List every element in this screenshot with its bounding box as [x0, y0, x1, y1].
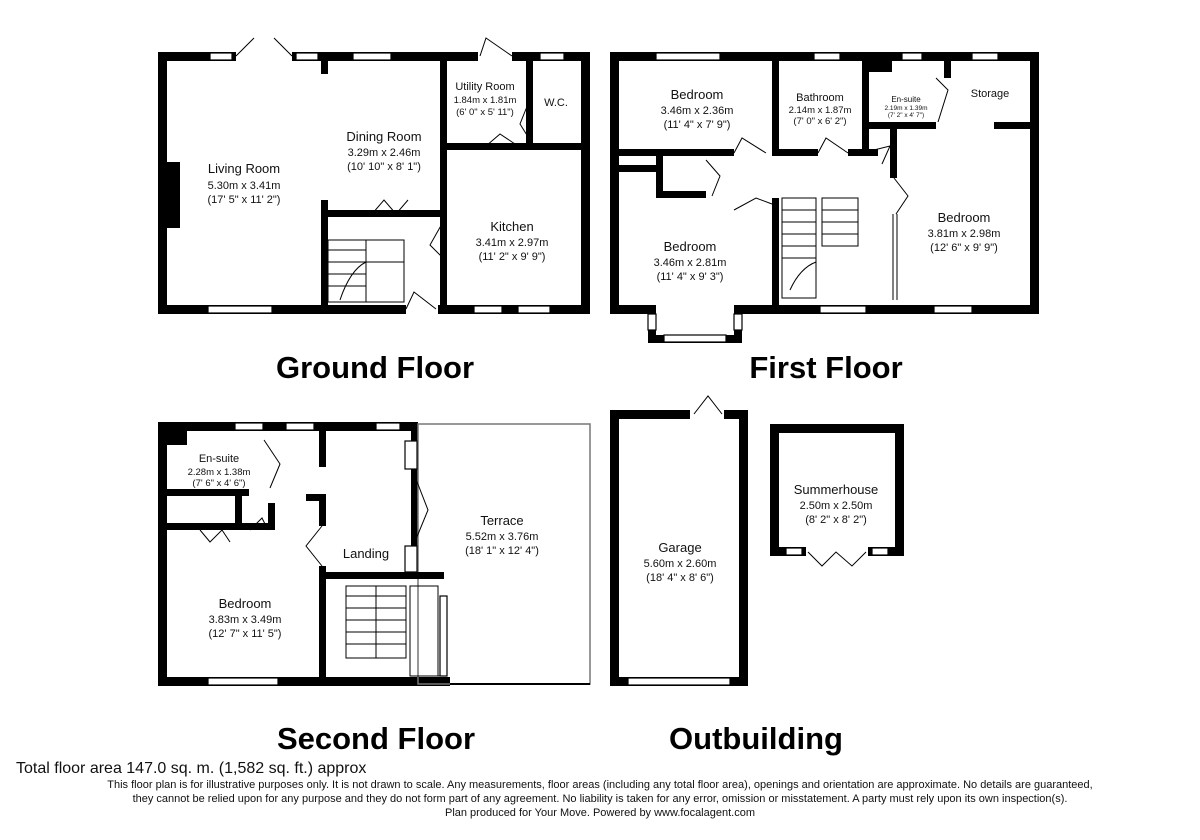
second-bedroom-name: Bedroom	[218, 596, 272, 611]
kitchen-imperial: (11' 2" x 9' 9")	[478, 251, 546, 263]
bedroom1-imperial: (11' 4" x 7' 9")	[663, 119, 731, 131]
bay-window-side	[734, 314, 742, 330]
window	[902, 53, 922, 60]
first-ensuite-name: En-suite	[891, 95, 921, 104]
french-door-opening	[236, 51, 292, 62]
ground-stairs	[328, 240, 404, 302]
window	[353, 53, 391, 60]
bathroom-name: Bathroom	[796, 92, 844, 104]
window	[235, 423, 263, 430]
first-right-wall	[1030, 52, 1039, 314]
storage-door	[936, 78, 948, 122]
hall-wall	[321, 210, 446, 217]
summerhouse-left-wall	[770, 424, 779, 556]
dining-room-metric: 3.29m x 2.46m	[347, 147, 421, 159]
ground-floor-plan	[158, 38, 590, 385]
ensuite-door-second	[264, 440, 280, 488]
window	[820, 306, 866, 313]
bathroom-imperial: (7' 0" x 6' 2")	[793, 116, 847, 127]
wardrobe-doors	[200, 530, 230, 542]
cupboard-wall-2	[656, 191, 706, 198]
second-ensuite-imperial: (7' 6" x 4' 6")	[192, 478, 246, 489]
total-floor-area: Total floor area 147.0 sq. m. (1,582 sq. ft.) approx	[16, 760, 367, 777]
bathroom-bottom-wall	[772, 149, 818, 156]
kitchen-metric: 3.41m x 2.97m	[475, 237, 549, 249]
living-room-metric: 5.30m x 3.41m	[207, 180, 281, 192]
window	[208, 678, 278, 685]
bedroom2-metric: 3.46m x 2.81m	[653, 257, 727, 269]
first-floor-plan	[610, 52, 1039, 385]
stub-wall	[619, 165, 659, 172]
wardrobe-wall	[167, 523, 275, 530]
garage-door	[628, 678, 730, 685]
second-ensuite-metric: 2.28m x 1.38m	[187, 467, 251, 478]
bedroom1-name: Bedroom	[670, 87, 724, 102]
chimney-breast	[167, 162, 180, 228]
bay-window-side	[648, 314, 656, 330]
window	[872, 548, 888, 555]
window	[376, 423, 400, 430]
garage-name: Garage	[658, 540, 702, 555]
window	[296, 53, 318, 60]
second-bedroom-metric: 3.83m x 3.49m	[208, 614, 282, 626]
stair-wall-first	[772, 198, 779, 314]
landing-wall	[319, 431, 326, 467]
ensuite-bottom-wall	[862, 122, 936, 129]
second-bedroom-imperial: (12' 7" x 11' 5")	[208, 628, 282, 640]
window	[814, 53, 840, 60]
bedroom3-imperial: (12' 6" x 9' 9")	[930, 242, 998, 254]
storage-wall	[944, 52, 951, 78]
utility-room-metric: 1.84m x 1.81m	[453, 95, 517, 106]
cupboard-door	[706, 160, 720, 196]
window	[972, 53, 998, 60]
credit-line: Plan produced for Your Move. Powered by www.focalagent.com	[444, 807, 755, 819]
window	[474, 306, 502, 313]
ground-left-wall	[158, 52, 167, 314]
window	[210, 53, 232, 60]
cupboard-wall	[656, 150, 663, 198]
terrace-name: Terrace	[480, 513, 524, 528]
terrace-window	[405, 546, 417, 572]
wardrobe-side	[268, 503, 275, 530]
ground-floor-title: Ground Floor	[275, 350, 475, 385]
landing-wall-3	[319, 494, 326, 526]
bedroom3-metric: 3.81m x 2.98m	[927, 228, 1001, 240]
flue-block	[868, 52, 892, 72]
disclaimer-line: This floor plan is for illustrative purposes only. It is not drawn to scale. Any measurements, floor areas (including any total floor area), openings and orientation are approximate. No details are guaranteed,	[107, 779, 1093, 791]
garage-imperial: (18' 4" x 8' 6")	[646, 572, 714, 584]
landing-name: Landing	[342, 546, 390, 561]
bedroom1-metric: 3.46m x 2.36m	[660, 105, 734, 117]
bay-window-front	[664, 335, 726, 342]
kitchen-name: Kitchen	[490, 219, 534, 234]
storage-bottom-wall	[994, 122, 1039, 129]
first-left-wall	[610, 52, 619, 314]
bathroom-door	[818, 138, 848, 153]
first-ensuite-metric: 2.19m x 1.39m	[884, 105, 928, 112]
summerhouse-door-opening	[806, 546, 868, 557]
garage-metric: 5.60m x 2.60m	[643, 558, 717, 570]
ensuite-bottom-wall-2	[167, 489, 249, 496]
window	[518, 306, 550, 313]
terrace-glazing	[440, 596, 447, 676]
kitchen-wall	[440, 52, 447, 314]
bedroom2-name: Bedroom	[663, 239, 717, 254]
bedroom2-door	[734, 198, 772, 210]
window	[786, 548, 802, 555]
bathroom-metric: 2.14m x 1.87m	[788, 105, 852, 116]
summerhouse-metric: 2.50m x 2.50m	[799, 500, 873, 512]
landing-door	[306, 526, 322, 566]
first-ensuite-imperial: (7' 2" x 4' 7")	[887, 112, 925, 119]
first-stairs	[782, 198, 858, 298]
flue-block-second	[167, 431, 187, 445]
summerhouse-top-wall	[770, 424, 904, 433]
garage-right-wall	[739, 410, 748, 686]
garage-top-wall	[610, 410, 748, 419]
window	[656, 53, 720, 60]
front-door-opening	[406, 304, 438, 315]
disclaimer-line: they cannot be relied upon for any purpose and they do not form part of any agreement. No liability is taken for any error, omission or misstatement. A party must rely upon its own inspection(s).	[132, 793, 1068, 805]
ensuite-wall	[862, 52, 869, 156]
living-room-name: Living Room	[207, 161, 281, 176]
dining-room-name: Dining Room	[346, 129, 422, 144]
window	[540, 53, 564, 60]
wardrobe-divider	[235, 496, 242, 530]
utility-room-name: Utility Room	[455, 81, 515, 93]
bedroom3-wall	[890, 122, 897, 178]
summerhouse-right-wall	[895, 424, 904, 556]
second-left-wall	[158, 422, 167, 686]
window	[934, 306, 972, 313]
storage-name: Storage	[970, 88, 1010, 100]
stair-top-wall	[324, 572, 444, 579]
terrace-imperial: (18' 1" x 12' 4")	[465, 545, 539, 557]
bedroom2-imperial: (11' 4" x 9' 3")	[656, 271, 724, 283]
outbuilding-title: Outbuilding	[669, 721, 843, 756]
stair-wall	[321, 200, 328, 314]
landing-wall-4	[319, 566, 326, 686]
utility-room-imperial: (6' 0" x 5' 11")	[456, 107, 514, 118]
bathroom-wall	[772, 52, 779, 156]
outbuilding-plan	[610, 396, 904, 756]
second-floor-title: Second Floor	[276, 721, 476, 756]
dining-stub	[321, 52, 328, 74]
dining-room-imperial: (10' 10" x 8' 1")	[347, 161, 421, 173]
bedroom-divider	[610, 149, 734, 156]
wc-name: W.C.	[544, 97, 568, 109]
second-floor-plan	[158, 422, 590, 756]
first-floor-title: First Floor	[749, 350, 903, 385]
second-stairs	[346, 586, 440, 676]
garage-left-wall	[610, 410, 619, 686]
bedroom1-door	[734, 138, 766, 153]
ground-right-wall	[581, 52, 590, 314]
window	[208, 306, 272, 313]
summerhouse-imperial: (8' 2" x 8' 2")	[805, 514, 867, 526]
terrace-window	[405, 441, 417, 469]
second-bottom-wall	[158, 677, 450, 686]
bedroom3-door	[894, 178, 908, 214]
living-room-imperial: (17' 5" x 11' 2")	[207, 194, 281, 206]
disclaimer	[0, 778, 1200, 820]
second-ensuite-name: En-suite	[198, 453, 240, 465]
summerhouse-name: Summerhouse	[793, 482, 879, 497]
window	[286, 423, 314, 430]
terrace-metric: 5.52m x 3.76m	[465, 531, 539, 543]
bedroom3-name: Bedroom	[937, 210, 991, 225]
